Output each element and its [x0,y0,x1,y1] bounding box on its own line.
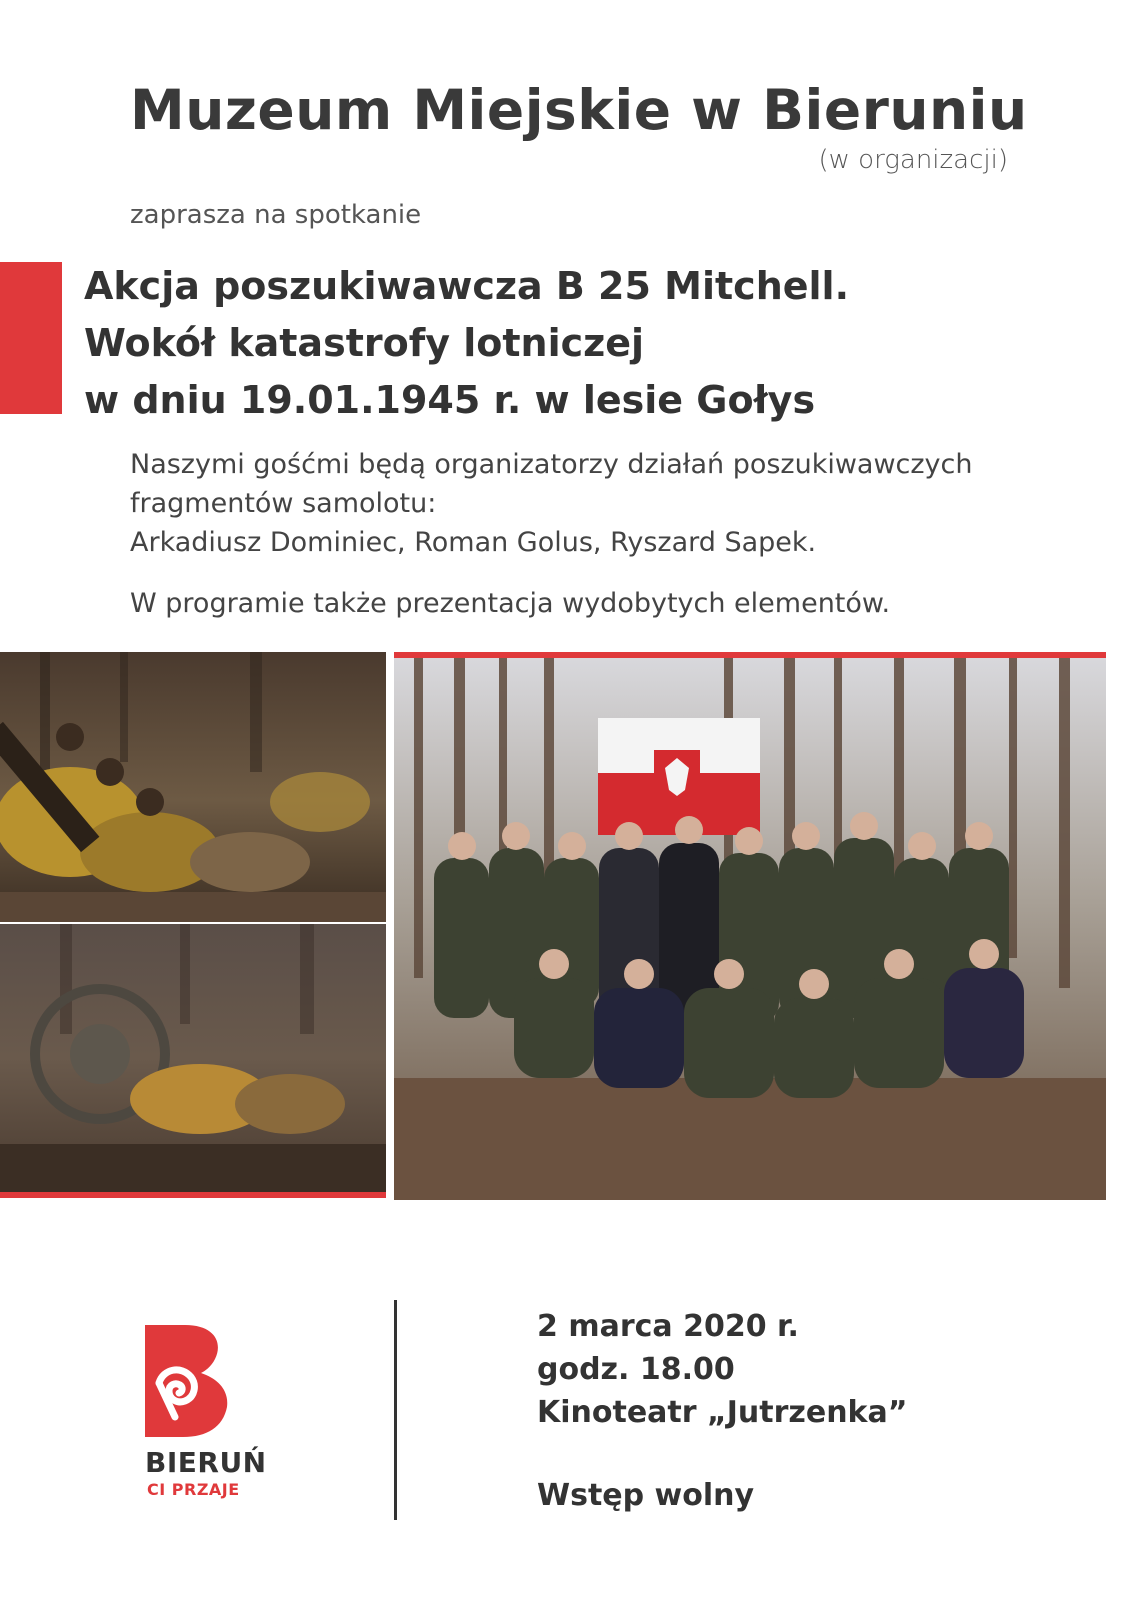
photo-wreck-part-2 [0,924,386,1192]
invite-text: zaprasza na spotkanie [130,200,422,230]
photo-search-team [394,658,1106,1200]
photo-underline [0,1192,386,1198]
guests-intro-line-2: fragmentów samolotu: [130,488,437,519]
event-date: 2 marca 2020 r. [537,1309,799,1344]
event-details [537,1305,907,1434]
photo-wreck-part-1 [0,652,386,922]
logo-tagline: CI PRZAJE [147,1480,240,1499]
event-venue: Kinoteatr „Jutrzenka” [537,1395,908,1430]
program-note: W programie także prezentacja wydobytych elementów. [130,588,891,619]
headline-line-1: Akcja poszukiwawcza B 25 Mitchell. [84,264,850,308]
logo-name: BIERUŃ [145,1446,267,1479]
entry-info: Wstęp wolny [537,1478,755,1513]
footer-divider [394,1300,397,1520]
guests-intro-line-1: Naszymi gośćmi będą organizatorzy działań poszukiwawczych [130,449,973,480]
headline-line-3: w dniu 19.01.1945 r. w lesie Gołys [84,378,816,422]
accent-bar [0,262,62,414]
bierun-logo [145,1325,229,1441]
bierun-logo-icon [145,1325,229,1437]
headline-line-2: Wokół katastrofy lotniczej [84,321,645,365]
guests-block [130,445,973,562]
event-headline [84,258,849,429]
museum-title: Muzeum Miejskie w Bieruniu [130,78,1028,142]
event-time: godz. 18.00 [537,1352,735,1387]
guests-names: Arkadiusz Dominiec, Roman Golus, Ryszard Sapek. [130,527,817,558]
organization-note: (w organizacji) [818,145,1008,175]
